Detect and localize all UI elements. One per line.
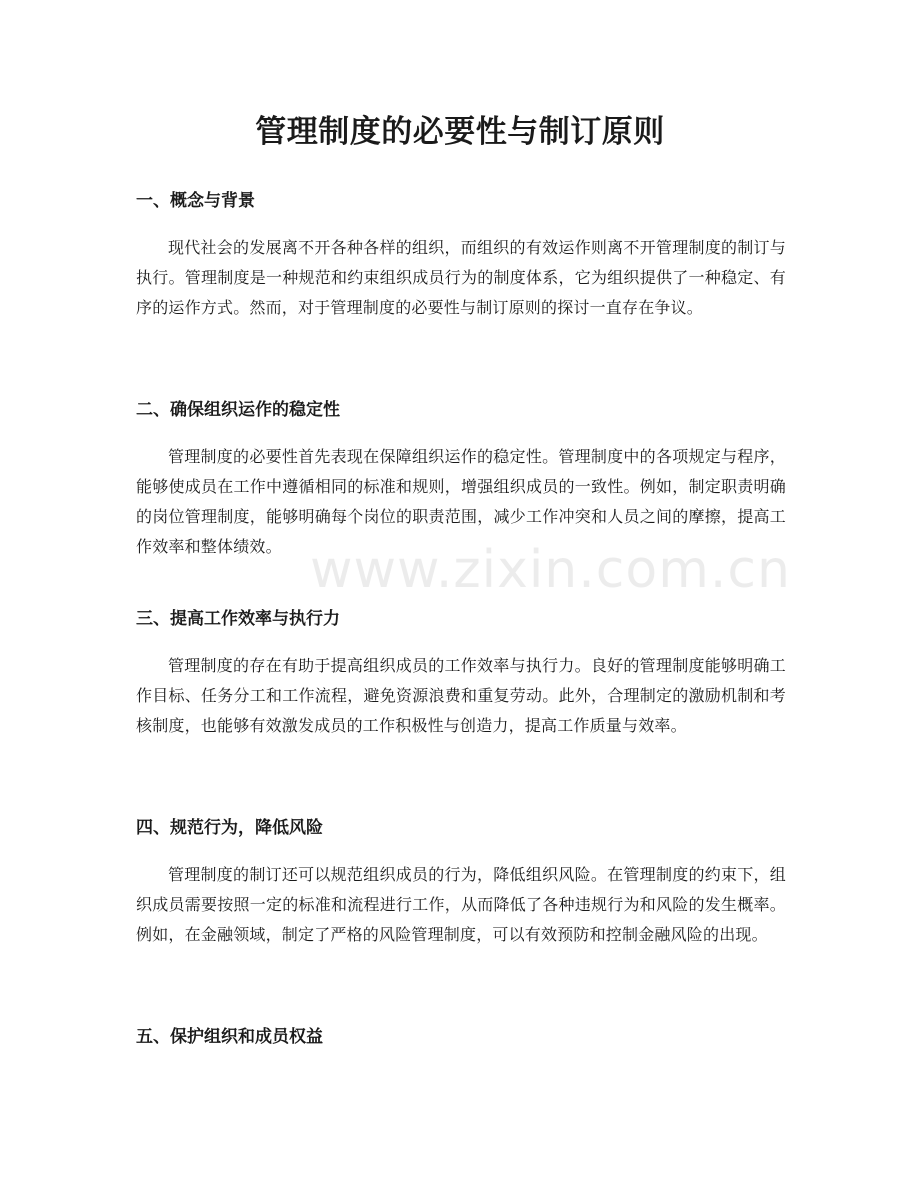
section-heading: 三、提高工作效率与执行力: [136, 609, 340, 629]
document-title: 管理制度的必要性与制订原则: [255, 114, 665, 150]
section-heading: 五、保护组织和成员权益: [136, 1027, 323, 1047]
section-rights-protection: [136, 1024, 786, 1050]
section-efficiency: [136, 606, 786, 741]
section-paragraph: 管理制度的存在有助于提高组织成员的工作效率与执行力。良好的管理制度能够明确工作目标、任务分工和工作流程，避免资源浪费和重复劳动。此外，合理制定的激励机制和考核制度，也能够有效激发成员的工作积极性与创造力，提高工作质量与效率。: [136, 656, 786, 735]
section-paragraph: 现代社会的发展离不开各种各样的组织，而组织的有效运作则离不开管理制度的制订与执行。管理制度是一种规范和约束组织成员行为的制度体系，它为组织提供了一种稳定、有序的运作方式。然而，对于管理制度的必要性与制订原则的探讨一直存在争议。: [136, 238, 786, 317]
section-concept-background: [136, 188, 786, 323]
section-stability: [136, 397, 786, 562]
section-heading: 四、规范行为，降低风险: [136, 818, 323, 838]
section-paragraph: 管理制度的必要性首先表现在保障组织运作的稳定性。管理制度中的各项规定与程序，能够使成员在工作中遵循相同的标准和规则，增强组织成员的一致性。例如，制定职责明确的岗位管理制度，能够明确每个岗位的职责范围，减少工作冲突和人员之间的摩擦，提高工作效率和整体绩效。: [136, 447, 786, 556]
section-heading: 一、概念与背景: [136, 191, 255, 211]
section-risk-control: [136, 815, 786, 950]
section-paragraph: 管理制度的制订还可以规范组织成员的行为，降低组织风险。在管理制度的约束下，组织成员需要按照一定的标准和流程进行工作，从而降低了各种违规行为和风险的发生概率。例如，在金融领域，制定了严格的风险管理制度，可以有效预防和控制金融风险的出现。: [136, 865, 786, 944]
section-heading: 二、确保组织运作的稳定性: [136, 400, 340, 420]
watermark: www.zixin.com.cn: [310, 540, 791, 600]
